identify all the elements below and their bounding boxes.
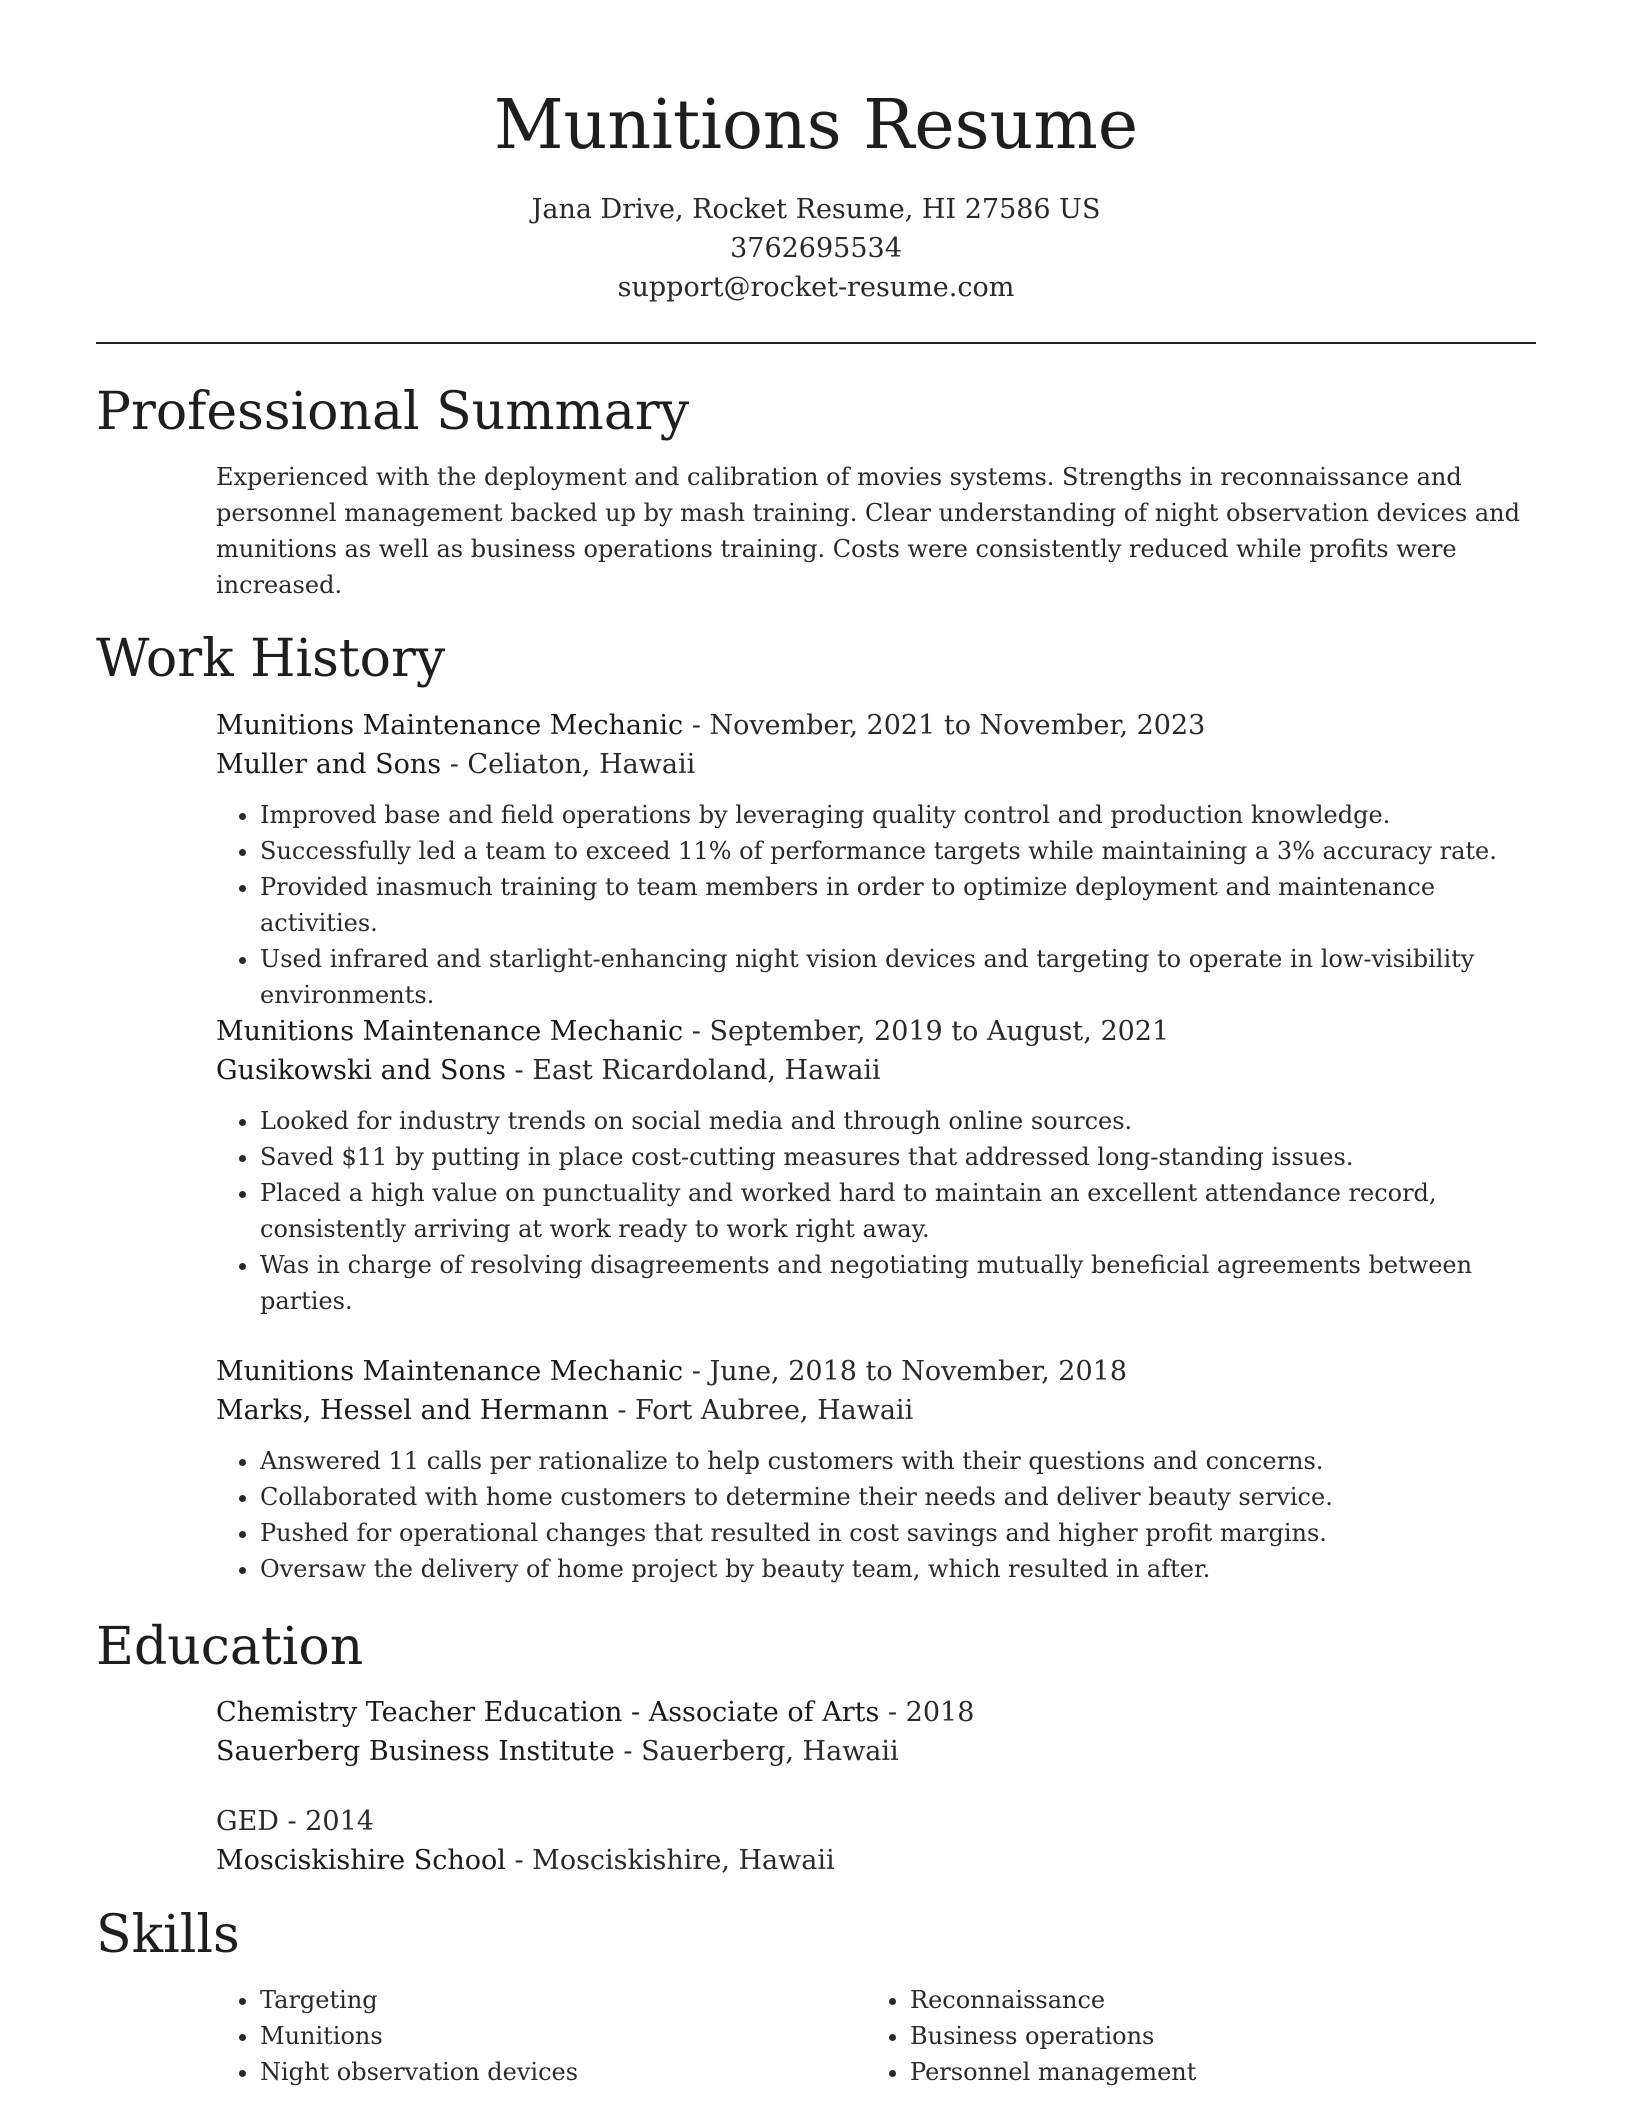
- section-title-skills: Skills: [96, 1905, 240, 1965]
- education-degree: GED: [216, 1806, 279, 1837]
- job-bullet: • Pushed for operational changes that resulted in cost savings and higher profit margins.: [260, 1515, 1536, 1551]
- education-school: Mosciskishire School: [216, 1845, 506, 1876]
- job-bullet: • Saved $11 by putting in place cost-cutting measures that addressed long-standing issues.: [260, 1139, 1536, 1175]
- skill-item: • Munitions: [260, 2018, 776, 2054]
- job-company: Marks, Hessel and Hermann: [216, 1395, 609, 1426]
- job-entry: [216, 706, 1536, 784]
- header-divider: [96, 342, 1536, 344]
- job-heading: Munitions Maintenance Mechanic - June, 2018 to November, 2018: [216, 1356, 1127, 1387]
- education-entry: [216, 1802, 1536, 1880]
- contact-phone: 3762695534: [730, 233, 902, 264]
- education-institution: Sauerberg Business Institute - Sauerberg, Hawaii: [216, 1736, 899, 1767]
- section-title-work-history: Work History: [96, 629, 446, 689]
- job-dates: September, 2019 to August, 2021: [709, 1016, 1170, 1047]
- job-bullets: [216, 1103, 1536, 1319]
- section-title-education: Education: [96, 1617, 364, 1677]
- education-heading: GED - 2014: [216, 1806, 374, 1837]
- education-year: 2014: [305, 1806, 374, 1837]
- job-bullet: • Used infrared and starlight-enhancing night vision devices and targeting to operate in low-visibility environments.: [260, 941, 1536, 1013]
- skills-column-left: [216, 1982, 776, 2090]
- job-company: Gusikowski and Sons: [216, 1055, 506, 1086]
- contact-email: support@rocket-resume.com: [617, 272, 1015, 303]
- job-bullets: [216, 797, 1536, 1013]
- job-bullets: [216, 1443, 1536, 1587]
- job-bullet: • Oversaw the delivery of home project by beauty team, which resulted in after.: [260, 1551, 1536, 1587]
- job-bullet: • Provided inasmuch training to team members in order to optimize deployment and maintenance activities.: [260, 869, 1536, 941]
- job-bullet: • Placed a high value on punctuality and worked hard to maintain an excellent attendance record, consistently arriving at work ready to work right away.: [260, 1175, 1536, 1247]
- job-bullet: • Collaborated with home customers to determine their needs and deliver beauty service.: [260, 1479, 1536, 1515]
- job-employer: Gusikowski and Sons - East Ricardoland, Hawaii: [216, 1055, 881, 1086]
- education-school: Sauerberg Business Institute: [216, 1736, 615, 1767]
- job-heading: Munitions Maintenance Mechanic - September, 2019 to August, 2021: [216, 1016, 1170, 1047]
- education-institution: Mosciskishire School - Mosciskishire, Hawaii: [216, 1845, 835, 1876]
- education-heading: Chemistry Teacher Education - Associate of Arts - 2018: [216, 1697, 975, 1728]
- education-location: Mosciskishire, Hawaii: [532, 1845, 835, 1876]
- job-company: Muller and Sons: [216, 749, 442, 780]
- job-bullet: • Looked for industry trends on social media and through online sources.: [260, 1103, 1536, 1139]
- education-location: Sauerberg, Hawaii: [641, 1736, 899, 1767]
- resume-header: [0, 80, 1632, 307]
- job-bullet: • Successfully led a team to exceed 11% of performance targets while maintaining a 3% accuracy rate.: [260, 833, 1536, 869]
- job-dates: November, 2021 to November, 2023: [709, 710, 1206, 741]
- job-entry: [216, 1012, 1536, 1090]
- education-entry: [216, 1693, 1536, 1771]
- job-entry: [216, 1352, 1536, 1430]
- education-degree: Chemistry Teacher Education - Associate of Arts: [216, 1697, 880, 1728]
- job-bullet: • Was in charge of resolving disagreements and negotiating mutually beneficial agreements between parties.: [260, 1247, 1536, 1319]
- skill-item: • Personnel management: [910, 2054, 1426, 2090]
- skills-column-right: [866, 1982, 1426, 2090]
- job-heading: Munitions Maintenance Mechanic - November, 2021 to November, 2023: [216, 710, 1206, 741]
- section-title-summary: Professional Summary: [96, 382, 690, 442]
- skill-item: • Night observation devices: [260, 2054, 776, 2090]
- contact-address: Jana Drive, Rocket Resume, HI 27586 US: [531, 194, 1101, 225]
- skill-item: • Targeting: [260, 1982, 776, 2018]
- job-bullet: • Improved base and field operations by leveraging quality control and production knowledge.: [260, 797, 1536, 833]
- job-role: Munitions Maintenance Mechanic: [216, 710, 684, 741]
- education-year: 2018: [905, 1697, 975, 1728]
- job-employer: Muller and Sons - Celiaton, Hawaii: [216, 749, 696, 780]
- job-dates: June, 2018 to November, 2018: [709, 1356, 1127, 1387]
- job-bullet: • Answered 11 calls per rationalize to help customers with their questions and concerns.: [260, 1443, 1536, 1479]
- job-location: Celiaton, Hawaii: [467, 749, 696, 780]
- job-location: Fort Aubree, Hawaii: [635, 1395, 914, 1426]
- summary-text: Experienced with the deployment and calibration of movies systems. Strengths in reconnaissance and personnel management backed up by mash training. Clear understanding of night observation devices and munitions as well as business operations training. Costs were consistently reduced while profits were increased.: [216, 463, 1521, 599]
- skill-item: • Business operations: [910, 2018, 1426, 2054]
- contact-info: [0, 190, 1632, 307]
- job-employer: Marks, Hessel and Hermann - Fort Aubree, Hawaii: [216, 1395, 914, 1426]
- job-role: Munitions Maintenance Mechanic: [216, 1356, 684, 1387]
- job-location: East Ricardoland, Hawaii: [532, 1055, 881, 1086]
- resume-title: Munitions Resume: [493, 86, 1139, 165]
- job-role: Munitions Maintenance Mechanic: [216, 1016, 684, 1047]
- skill-item: • Reconnaissance: [910, 1982, 1426, 2018]
